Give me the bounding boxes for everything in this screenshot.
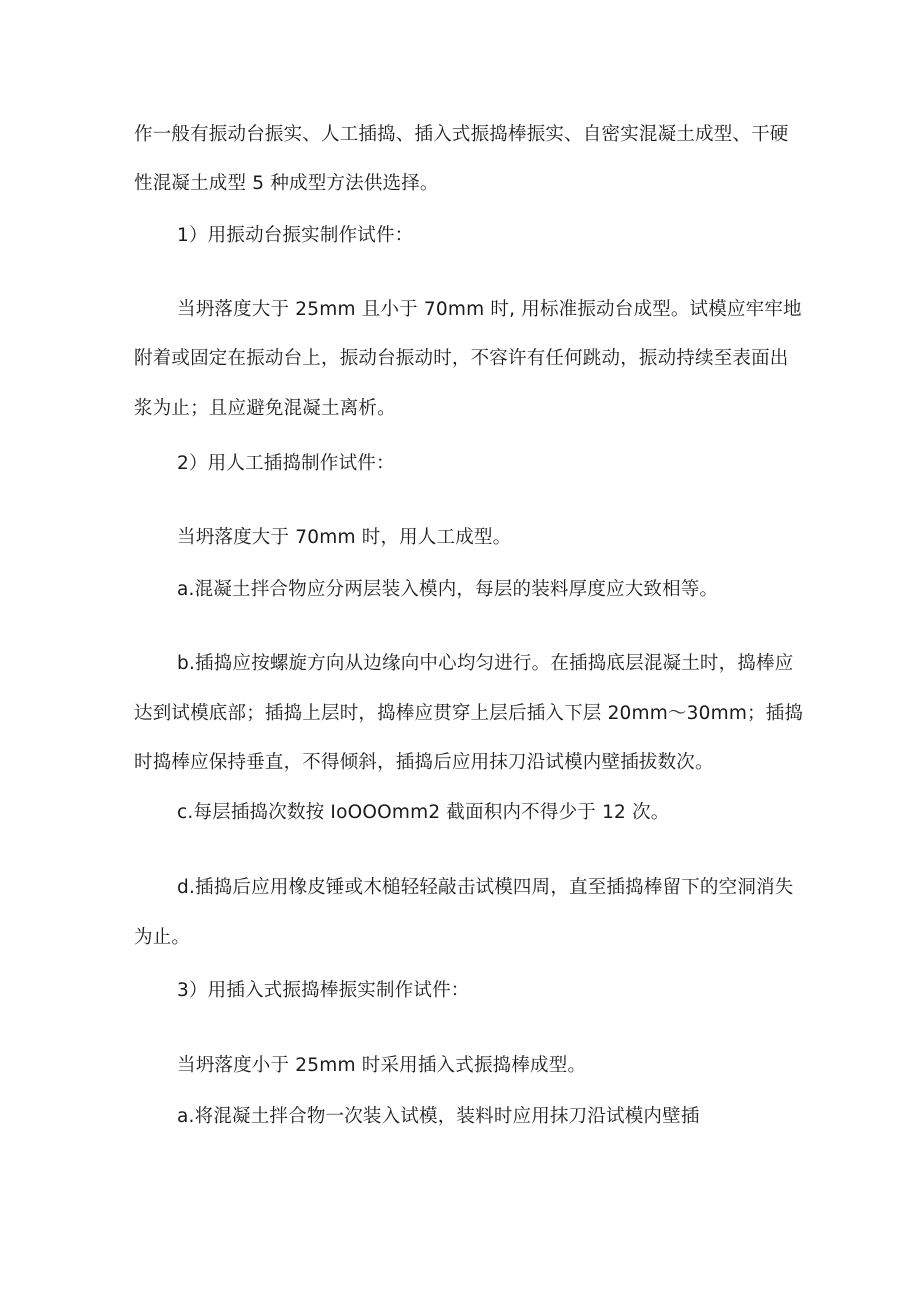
text-line: b.插捣应按螺旋方向从边缘向中心均匀进行。在插捣底层混凝土时，捣棒应 (177, 653, 794, 674)
text-line: a.混凝土拌合物应分两层装入模内，每层的装料厚度应大致相等。 (177, 579, 719, 600)
text-line: 附着或固定在振动台上，振动台振动时，不容许有任何跳动，振动持续至表面出 (134, 348, 789, 369)
text-line: a.将混凝土拌合物一次装入试模，装料时应用抹刀沿试模内壁插 (177, 1106, 700, 1127)
text-line: 性混凝土成型 5 种成型方法供选择。 (134, 173, 439, 194)
text-line: 当坍落度大于 25mm 且小于 70mm 时, 用标准振动台成型。试模应牢牢地 (177, 299, 802, 320)
text-line: 3）用插入式振捣棒振实制作试件： (177, 980, 470, 1001)
text-line: d.插捣后应用橡皮锤或木槌轻轻敲击试模四周，直至插捣棒留下的空洞消失 (177, 877, 794, 898)
text-line: 作一般有振动台振实、人工插捣、插入式振捣棒振实、自密实混凝土成型、干硬 (134, 124, 789, 145)
text-line: 2）用人工插捣制作试件： (177, 453, 395, 474)
text-line: c.每层插捣次数按 IoOOOmm2 截面积内不得少于 12 次。 (177, 802, 670, 823)
text-line: 当坍落度小于 25mm 时采用插入式振捣棒成型。 (177, 1055, 587, 1076)
text-line: 时捣棒应保持垂直，不得倾斜，插捣后应用抹刀沿试模内壁插拔数次。 (134, 752, 714, 773)
text-line: 浆为止；且应避免混凝土离析。 (134, 398, 396, 419)
text-line: 为止。 (134, 927, 191, 948)
text-line: 达到试模底部；插捣上层时，捣棒应贯穿上层后插入下层 20mm～30mm；插捣 (134, 703, 804, 724)
text-line: 1）用振动台振实制作试件： (177, 225, 414, 246)
text-line: 当坍落度大于 70mm 时，用人工成型。 (177, 527, 512, 548)
